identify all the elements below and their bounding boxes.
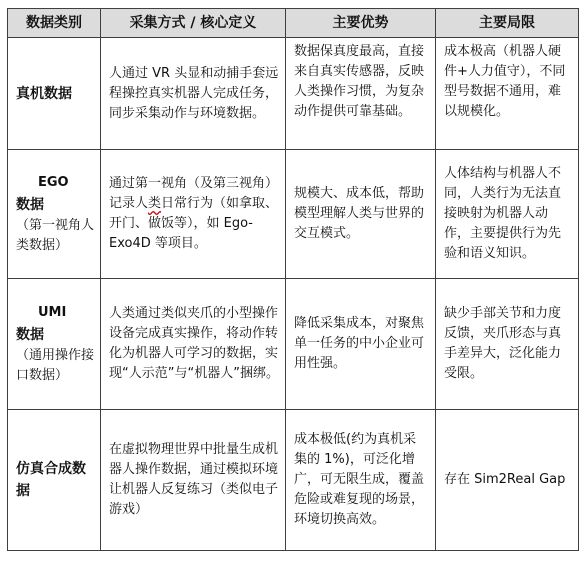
advantage-cell <box>286 150 436 279</box>
method-text-part: 通过第一视角（及第三视角）记录人 <box>109 176 279 211</box>
category-label: 仿真合成数据 <box>16 461 86 499</box>
header-advantage: 主要优势 <box>286 9 436 38</box>
method-cell <box>101 279 286 410</box>
method-text <box>101 170 285 258</box>
limitation-text: 缺少手部关节和力度反馈，夹爪形态与真手差异大，泛化能力受限。 <box>444 306 562 381</box>
category-label: 数据 <box>16 197 44 213</box>
method-text: 在虚拟物理世界中批量生成机器人操作数据，通过模拟环境让机器人反复练习（类似电子游戏） <box>109 442 279 517</box>
category-cell <box>8 410 101 551</box>
data-category-table <box>7 8 579 551</box>
advantage-text: 降低采集成本，对聚焦单一任务的中小企业可用性强。 <box>294 316 425 371</box>
advantage-cell <box>286 279 436 410</box>
limitation-cell <box>436 279 579 410</box>
advantage-cell <box>286 410 436 551</box>
category-code: UMI <box>38 305 67 320</box>
table-row <box>8 410 579 551</box>
limitation-cell <box>436 410 579 551</box>
method-cell <box>101 150 286 279</box>
header-method: 采集方式 / 核心定义 <box>101 9 286 38</box>
limitation-text: 人体结构与机器人不同，人类行为无法直接映射为机器人动作，主要提供行为先验和语义知识。 <box>444 166 562 261</box>
limitation-cell <box>436 38 579 150</box>
header-limitation: 主要局限 <box>436 9 579 38</box>
advantage-text: 数据保真度最高，直接来自真实传感器，反映人类操作习惯，为复杂动作提供可靠基础。 <box>294 44 425 119</box>
method-text-part: 日常行为（如拿取、开门、做饭等），如 Ego-Exo4D 等项目。 <box>109 196 279 251</box>
limitation-text: 存在 Sim2Real Gap <box>444 472 566 487</box>
limitation-cell <box>436 150 579 279</box>
category-cell <box>8 38 101 150</box>
limitation-text: 成本极高（机器人硬件+人力值守），不同型号数据不通用，难以规模化。 <box>444 44 566 119</box>
method-text: 人类通过类似夹爪的小型操作设备完成真实操作，将动作转化为机器人可学习的数据，实现“人示范”与“机器人”捆绑。 <box>109 306 279 381</box>
header-row <box>8 9 579 38</box>
method-cell <box>101 410 286 551</box>
category-subtitle: （第一视角人类数据） <box>16 218 95 253</box>
category-cell <box>8 150 101 279</box>
category-label: 真机数据 <box>16 85 72 102</box>
advantage-cell <box>286 38 436 150</box>
advantage-text: 规模大、成本低，帮助模型理解人类与世界的交互模式。 <box>294 186 425 241</box>
table-row <box>8 150 579 279</box>
category-code: EGO <box>38 175 69 190</box>
header-category: 数据类别 <box>8 9 101 38</box>
spellcheck-mark: 类 <box>148 196 162 211</box>
table-row <box>8 279 579 410</box>
table-row <box>8 38 579 150</box>
advantage-text: 成本极低(约为真机采集的 1%)，可泛化增广，可无限生成，覆盖危险或难复现的场景，环境切换高效。 <box>294 432 425 527</box>
category-subtitle: （通用操作接口数据） <box>16 348 95 383</box>
category-label: 数据 <box>16 327 44 343</box>
category-cell <box>8 279 101 410</box>
method-text: 人通过 VR 头显和动捕手套远程操控真实机器人完成任务，同步采集动作与环境数据。 <box>109 65 279 121</box>
method-cell <box>101 38 286 150</box>
